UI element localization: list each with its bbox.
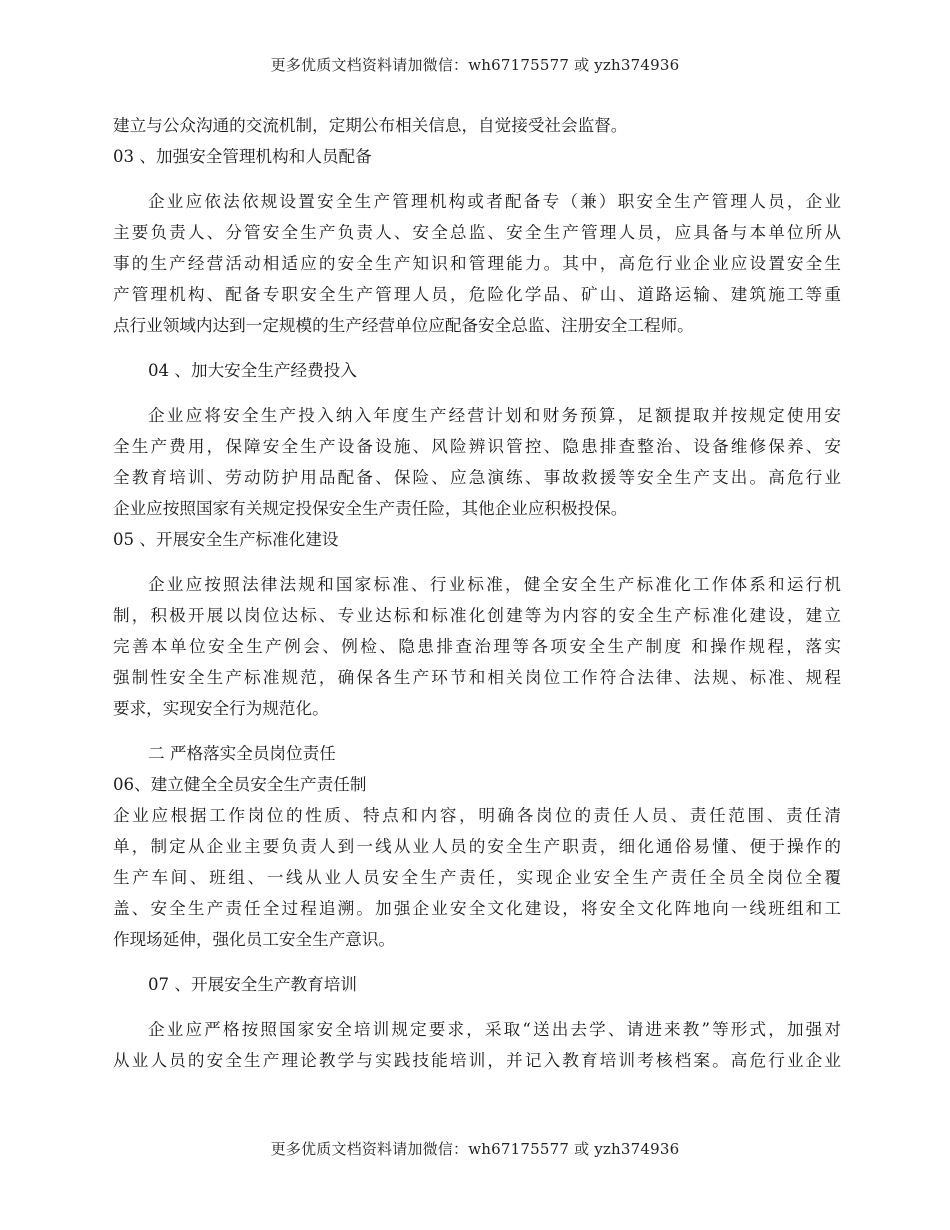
paragraph-line: 盖、安全生产责任全过程追溯。加强企业安全文化建设，将安全文化阵地向一线班组和工 (113, 899, 841, 918)
paragraph-line: 生产车间、班组、一线从业人员安全生产责任，实现企业安全生产责任全员全岗位全覆 (113, 868, 841, 887)
paragraph-line: 企业应按照国家有关规定投保安全生产责任险，其他企业应积极投保。 (113, 499, 628, 518)
section-heading-05: 05 、开展安全生产标准化建设 (113, 530, 339, 549)
section-heading-03: 03 、加强安全管理机构和人员配备 (113, 147, 372, 166)
page-footer-note: 更多优质文档资料请加微信：wh67175577 或 yzh374936 (270, 1140, 680, 1158)
paragraph-line: 企业应依法依规设置安全生产管理机构或者配备专（兼）职安全生产管理人员，企业 (148, 192, 841, 211)
document-body (113, 110, 841, 1076)
paragraph-line: 强制性安全生产标准规范，确保各生产环节和相关岗位工作符合法律、法规、标准、规程 (113, 668, 841, 687)
paragraph-05 (113, 569, 841, 724)
paragraph-line: 事的生产经营活动相适应的安全生产知识和管理能力。其中，高危行业企业应设置安全生 (113, 254, 841, 273)
paragraph-line: 从业人员的安全生产理论教学与实践技能培训，并记入教育培训考核档案。高危行业企业 (113, 1051, 841, 1070)
paragraph-line: 主要负责人、分管安全生产负责人、安全总监、安全生产管理人员，应具备与本单位所从 (113, 223, 841, 242)
paragraph-line: 要求，实现安全行为规范化。 (113, 699, 329, 718)
paragraph-line: 企业应按照法律法规和国家标准、行业标准，健全安全生产标准化工作体系和运行机 (148, 575, 841, 594)
section-heading-07: 07 、开展安全生产教育培训 (148, 975, 357, 994)
paragraph-line: 企业应根据工作岗位的性质、特点和内容，明确各岗位的责任人员、责任范围、责任清 (113, 806, 841, 825)
paragraph-04 (113, 400, 841, 524)
paragraph-07 (113, 1014, 841, 1076)
paragraph-line: 点行业领域内达到一定规模的生产经营单位应配备安全总监、注册安全工程师。 (113, 316, 694, 335)
paragraph-line: 企业应将安全生产投入纳入年度生产经营计划和财务预算，足额提取并按规定使用安 (148, 406, 841, 425)
paragraph-03 (113, 186, 841, 341)
paragraph-line: 作现场延伸，强化员工安全生产意识。 (113, 930, 396, 949)
paragraph-line: 完善本单位安全生产例会、例检、隐患排查治理等各项安全生产制度 和操作规程，落实 (113, 637, 841, 656)
paragraph-line: 建立与公众沟通的交流机制，定期公布相关信息，自觉接受社会监督。 (113, 116, 628, 135)
page-header-note: 更多优质文档资料请加微信：wh67175577 或 yzh374936 (270, 56, 680, 74)
section-heading-06: 06、建立健全全员安全生产责任制 (113, 775, 367, 794)
paragraph-line: 全生产费用，保障安全生产设备设施、风险辨识管控、隐患排查整治、设备维修保养、安 (113, 437, 841, 456)
paragraph-line: 制，积极开展以岗位达标、专业达标和标准化创建等为内容的安全生产标准化建设，建立 (113, 606, 841, 625)
chapter-heading-2: 二 严格落实全员岗位责任 (148, 744, 336, 763)
paragraph-line: 产管理机构、配备专职安全生产管理人员，危险化学品、矿山、道路运输、建筑施工等重 (113, 285, 841, 304)
paragraph-line: 全教育培训、劳动防护用品配备、保险、应急演练、事故救援等安全生产支出。高危行业 (113, 468, 841, 487)
section-heading-04: 04 、加大安全生产经费投入 (148, 361, 357, 380)
paragraph-line: 企业应严格按照国家安全培训规定要求，采取“送出去学、请进来教”等形式，加强对 (148, 1020, 841, 1039)
paragraph-line: 单，制定从企业主要负责人到一线从业人员的安全生产职责，细化通俗易懂、便于操作的 (113, 837, 841, 856)
paragraph-06 (113, 800, 841, 955)
